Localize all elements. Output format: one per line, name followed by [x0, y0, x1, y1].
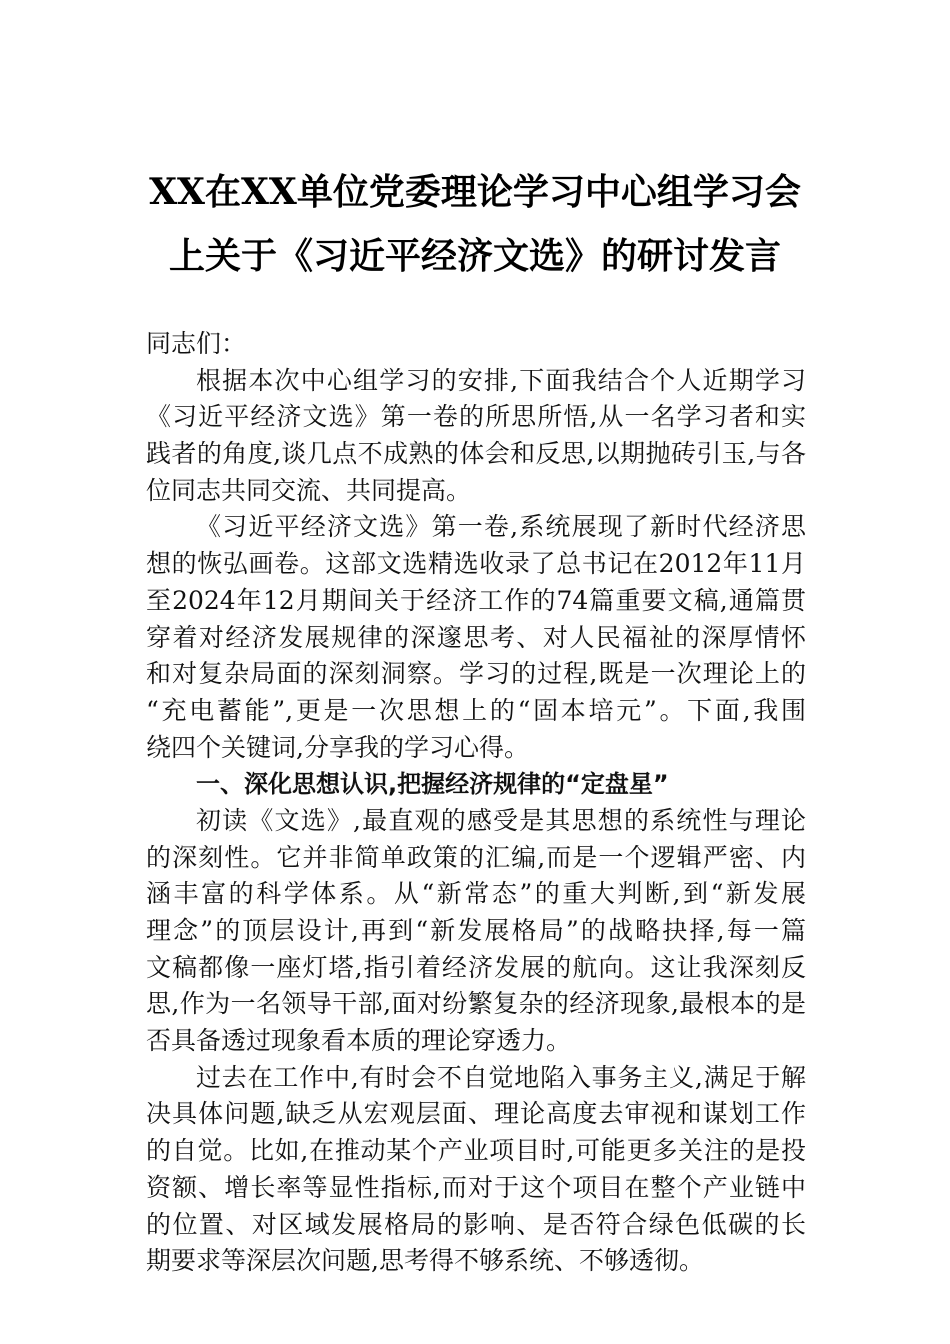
paragraph-line: 过去在工作中,有时会不自觉地陷入事务主义,满足于解	[196, 1062, 806, 1092]
title-line-2: 上关于《习近平经济文选》的研讨发言	[168, 235, 781, 277]
paragraph-line: 穿着对经济发展规律的深邃思考、对人民福祉的深厚情怀	[146, 622, 806, 652]
paragraph-line: 理念”的顶层设计,再到“新发展格局”的战略抉择,每一篇	[146, 916, 806, 945]
paragraph-line: 思,作为一名领导干部,面对纷繁复杂的经济现象,最根本的是	[146, 989, 806, 1019]
paragraph-line: 践者的角度,谈几点不成熟的体会和反思,以期抛砖引玉,与各	[146, 439, 806, 469]
paragraph-line: 资额、增长率等显性指标,而对于这个项目在整个产业链中	[146, 1172, 806, 1202]
paragraph-line: 位同志共同交流、共同提高。	[146, 475, 472, 505]
document-title	[120, 160, 830, 288]
paragraph-line: 涵丰富的科学体系。从“新常态”的重大判断,到“新发展	[146, 879, 806, 909]
section-heading-1: 一、深化思想认识,把握经济规律的“定盘星”	[196, 770, 669, 799]
paragraph-line: 期要求等深层次问题,思考得不够系统、不够透彻。	[146, 1246, 704, 1276]
paragraph-line: “充电蓄能”,更是一次思想上的“固本培元”。下面,我围	[146, 695, 806, 725]
paragraph-section1-a	[146, 803, 806, 1060]
paragraph-line: 《习近平经济文选》第一卷的所思所悟,从一名学习者和实	[146, 402, 806, 432]
title-line-1: XX在XX单位党委理论学习中心组学习会	[149, 171, 801, 213]
paragraph-line: 根据本次中心组学习的安排,下面我结合个人近期学习	[196, 365, 806, 395]
document-body	[146, 326, 806, 1280]
paragraph-line: 否具备透过现象看本质的理论穿透力。	[146, 1026, 572, 1056]
paragraph-line: 文稿都像一座灯塔,指引着经济发展的航向。这让我深刻反	[146, 952, 806, 982]
paragraph-line: 的深刻性。它并非简单政策的汇编,而是一个逻辑严密、内	[146, 842, 806, 872]
paragraph-line: 《习近平经济文选》第一卷,系统展现了新时代经济思	[196, 512, 806, 542]
paragraph-line: 初读《文选》,最直观的感受是其思想的系统性与理论	[196, 805, 806, 835]
paragraph-intro	[146, 363, 806, 510]
paragraph-overview	[146, 509, 806, 766]
paragraph-line: 决具体问题,缺乏从宏观层面、理论高度去审视和谋划工作	[146, 1099, 806, 1129]
paragraph-line: 想的恢弘画卷。这部文选精选收录了总书记在2012年11月	[146, 549, 806, 579]
paragraph-line: 和对复杂局面的深刻洞察。学习的过程,既是一次理论上的	[146, 659, 806, 689]
paragraph-line: 至2024年12月期间关于经济工作的74篇重要文稿,通篇贯	[146, 585, 806, 615]
greeting: 同志们：	[146, 329, 247, 358]
paragraph-line: 的自觉。比如,在推动某个产业项目时,可能更多关注的是投	[146, 1136, 806, 1166]
paragraph-line: 绕四个关键词,分享我的学习心得。	[146, 732, 529, 762]
paragraph-section1-b	[146, 1060, 806, 1280]
paragraph-line: 的位置、对区域发展格局的影响、是否符合绿色低碳的长	[146, 1209, 806, 1239]
